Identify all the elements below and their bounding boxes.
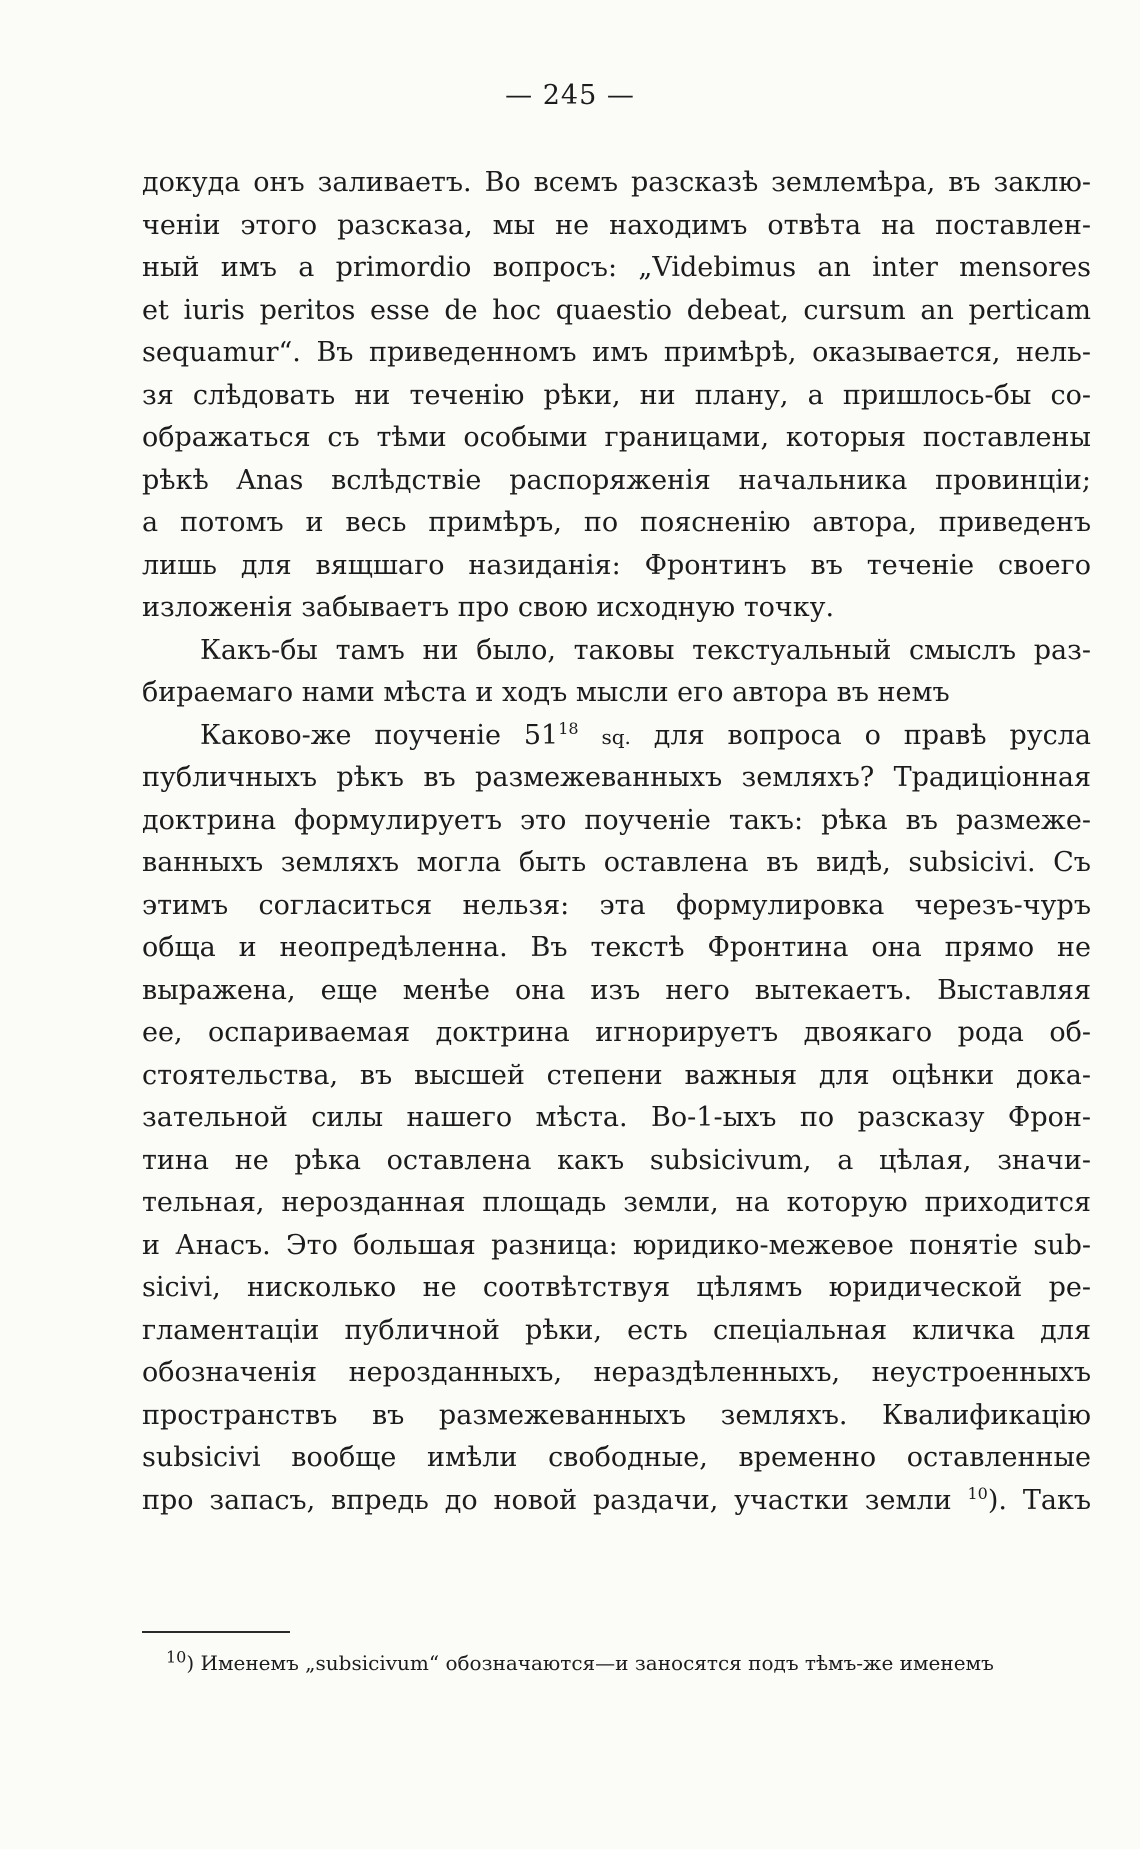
text-line: ображаться съ тѣми особыми границами, которыя поставлены	[142, 422, 1091, 453]
text-fragment: про запасъ, впредь до новой раздачи, участки земли	[142, 1484, 952, 1516]
text-line: Какъ-бы тамъ ни было, таковы текстуальный смыслъ раз-	[200, 634, 1091, 666]
text-line: тельная, нерозданная площадь земли, на которую приходится	[142, 1187, 1091, 1218]
text-line: этимъ согласиться нельзя: эта формулировка черезъ-чуръ	[142, 889, 1091, 921]
text-line: изложенія забываетъ про свою исходную точку.	[142, 592, 835, 623]
footnote-text: ) Именемъ „subsicivum“ обозначаются—и заносятся подъ тѣмъ-же именемъ	[186, 1651, 994, 1675]
page-number: — 245 —	[505, 80, 635, 111]
text-line: бираемаго нами мѣста и ходъ мысли его автора въ немъ	[142, 677, 950, 708]
text-line: тина не рѣка оставлена какъ subsicivum, а цѣлая, значи-	[142, 1144, 1091, 1176]
text-line: обща и неопредѣленна. Въ текстѣ Фронтина она прямо не	[142, 932, 1091, 963]
text-line: обозначенія нерозданныхъ, нераздѣленныхъ, неустроенныхъ	[142, 1357, 1091, 1388]
text-fragment: ). Такъ	[987, 1484, 1091, 1516]
text-line: et iuris peritos esse de hoc quaestio debeat, cursum an perticam	[142, 294, 1091, 326]
text-fragment: Каково-же поученіе 51	[200, 719, 559, 751]
text-line: а потомъ и весь примѣръ, по поясненію автора, приведенъ	[142, 507, 1091, 538]
text-line: пространствъ въ размежеванныхъ земляхъ. Квалификацію	[142, 1399, 1091, 1431]
text-line: гламентаціи публичной рѣки, есть спеціальная кличка для	[142, 1314, 1091, 1346]
text-line: sequamur“. Въ приведенномъ имъ примѣрѣ, оказывается, нель-	[142, 337, 1091, 368]
text-line: subsicivi вообще имѣли свободные, временно оставленные	[142, 1442, 1091, 1473]
text-line: sicivi, нисколько не соотвѣтствуя цѣлямъ юридической ре-	[142, 1272, 1091, 1303]
text-line-with-reference	[142, 715, 1091, 758]
text-line: лишь для вящшаго назиданія: Фронтинъ въ теченіе своего	[142, 549, 1091, 581]
text-fragment: для вопроса о правѣ русла	[653, 719, 1091, 751]
text-line: ный имъ a primordio вопросъ: „Videbimus an inter mensores	[142, 252, 1091, 283]
text-line: ченіи этого разсказа, мы не находимъ отвѣта на поставлен-	[142, 209, 1091, 241]
footnote	[166, 1648, 1091, 1678]
text-line: стоятельства, въ высшей степени важныя для оцѣнки дока-	[142, 1059, 1091, 1091]
text-line: доктрина формулируетъ это поученіе такъ: рѣка въ размеже-	[142, 804, 1091, 836]
text-line: зя слѣдовать ни теченію рѣки, ни плану, а пришлось-бы со-	[142, 379, 1091, 411]
text-line: и Анасъ. Это большая разница: юридико-межевое понятіе sub-	[142, 1229, 1091, 1261]
footnote-divider	[142, 1631, 290, 1633]
text-line: ее, оспариваемая доктрина игнорируетъ двоякаго рода об-	[142, 1017, 1091, 1048]
text-line-with-footnote-ref	[142, 1480, 1091, 1523]
footnote-reference: 10	[967, 1483, 988, 1503]
text-line: публичныхъ рѣкъ въ размежеванныхъ земляхъ? Традиціонная	[142, 762, 1091, 793]
footnote-marker: 10	[166, 1648, 187, 1667]
text-line: зательной силы нашего мѣста. Во-1-ыхъ по разсказу Фрон-	[142, 1102, 1091, 1133]
section-superscript: 18	[558, 718, 579, 738]
text-line: выражена, еще менѣе она изъ него вытекаетъ. Выставляя	[142, 974, 1091, 1006]
text-line: докуда онъ заливаетъ. Во всемъ разсказѣ землемѣра, въ заклю-	[142, 167, 1091, 198]
text-line: рѣкѣ Anas вслѣдствіе распоряженія начальника провинціи;	[142, 464, 1091, 496]
main-text	[142, 162, 1091, 1522]
sq-abbreviation: sq.	[601, 724, 631, 749]
text-line: ванныхъ земляхъ могла быть оставлена въ видѣ, subsicivi. Съ	[142, 847, 1091, 878]
